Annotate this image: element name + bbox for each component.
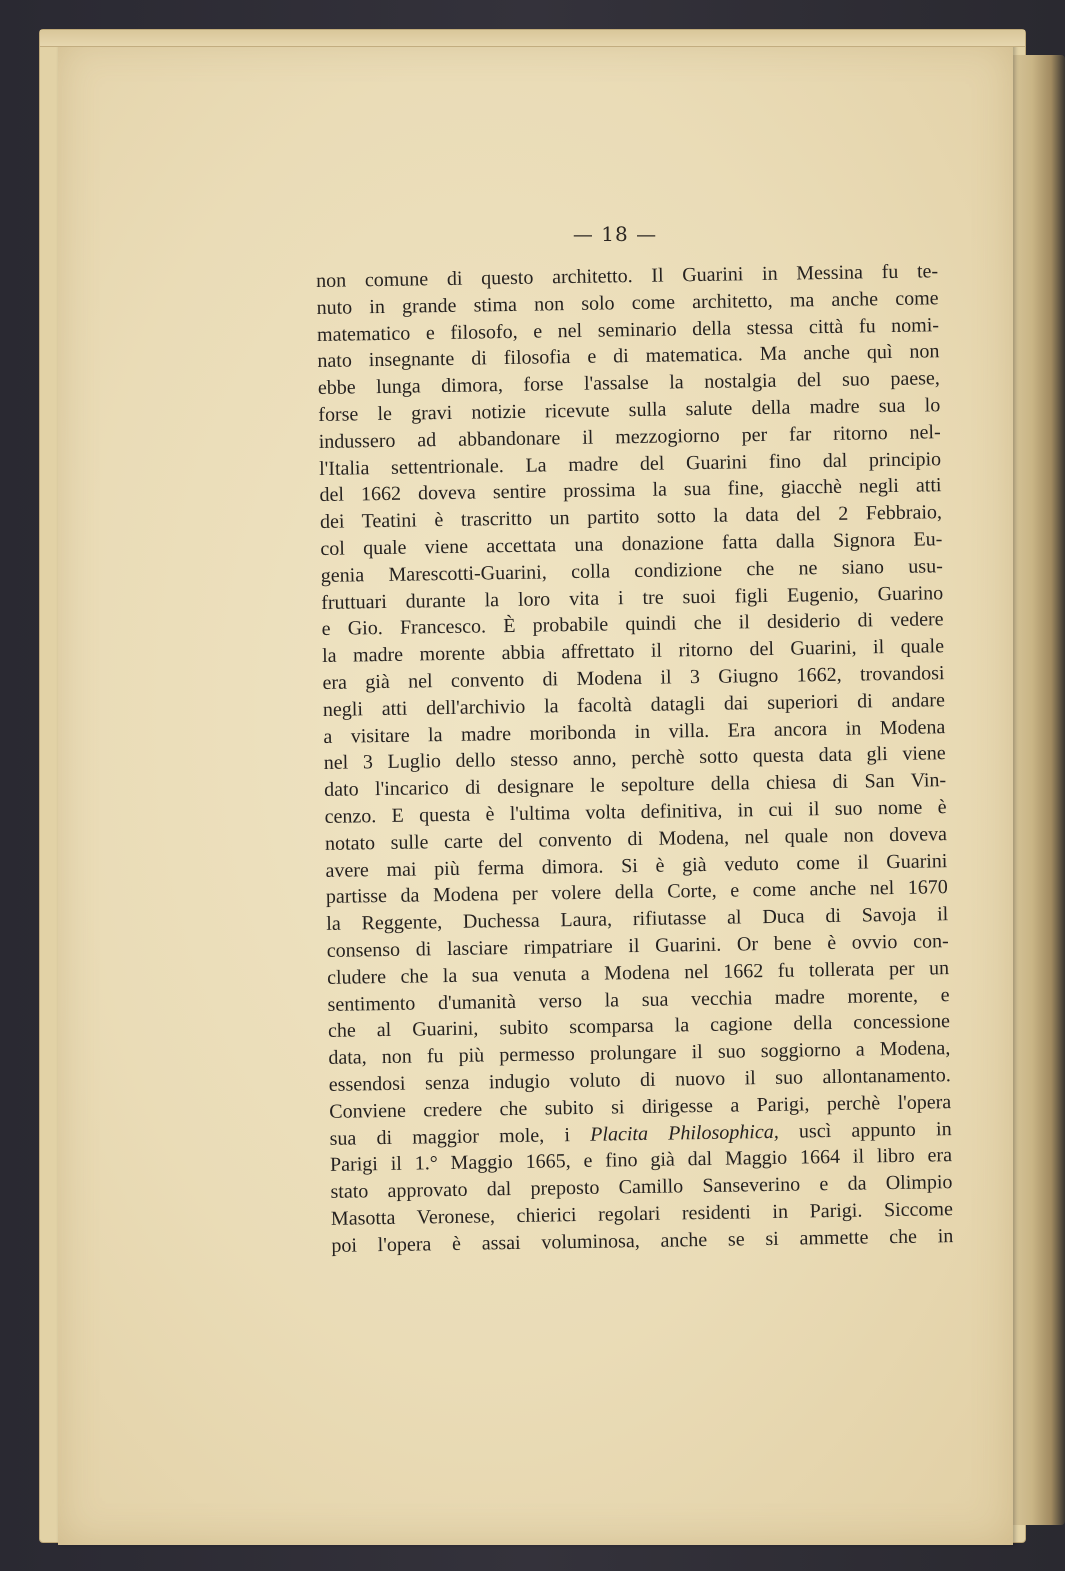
text-line: del 1662 doveva sentire prossima la sua fine, giacchè negli atti (319, 474, 942, 507)
text-line: negli atti dell'archivio la facoltà datagli dai superiori di andare (322, 688, 946, 721)
text-line: poi l'opera è assai voluminosa, anche se si ammette che in (331, 1224, 954, 1257)
text-line: era già nel convento di Modena il 3 Giugno 1662, trovandosi (322, 662, 945, 694)
text-line: non comune di questo architetto. Il Guarini in Messina fu te- (316, 260, 939, 292)
text-segment: uscì appunto in (778, 1117, 952, 1143)
text-line: genia Marescotti-Guarini, colla condizione che ne siano usu- (320, 554, 943, 587)
text-line: dato l'incarico di designare le sepolture della chiesa di San Vin- (324, 769, 947, 802)
text-line: avere mai più ferma dimora. Si è già veduto come il Guarini (325, 849, 948, 882)
text-line: stato approvato dal preposto Camillo Sanseverino e da Olimpio (330, 1171, 953, 1203)
text-line: partisse da Modena per volere della Corte, e come anche nel 1670 (325, 876, 948, 909)
text-line: cenzo. E questa è l'ultima volta definitiva, in cui il suo nome è (324, 796, 947, 828)
text-line: nel 3 Luglio dello stesso anno, perchè sotto questa data gli viene (323, 742, 946, 775)
text-line: l'Italia settentrionale. La madre del Guarini fino dal principio (318, 447, 942, 480)
text-line: essendosi senza indugio voluto di nuovo il suo allontanamento. (328, 1064, 951, 1096)
book-page-edge (1010, 55, 1065, 1525)
text-line: Parigi il 1.° Maggio 1665, e fino già dal Maggio 1664 il libro era (329, 1144, 953, 1177)
text-line: indussero ad abbandonare il mezzogiorno per far ritorno nel- (318, 420, 941, 453)
text-line: nuto in grande stima non solo come architetto, ma anche come (316, 287, 939, 319)
text-line: Conviene credere che subito si dirigesse a Parigi, perchè l'opera (329, 1090, 952, 1123)
page-top-fold (40, 30, 1025, 47)
text-line: a visitare la madre moribonda in villa. Era ancora in Modena (323, 715, 946, 748)
text-line: che al Guarini, subito scomparsa la cagione della concessione (327, 1010, 951, 1043)
text-line: col quale viene accettata una donazione fatta dalla Signora Eu- (320, 528, 943, 560)
text-line: consenso di lasciare rimpatriare il Guarini. Or bene è ovvio con- (326, 930, 949, 962)
text-line: notato sulle carte del convento di Modena, nel quale non doveva (324, 822, 948, 855)
text-segment: sua di maggior mole, i (329, 1123, 591, 1150)
text-line: data, non fu più permesso prolungare il suo soggiorno a Modena, (328, 1037, 951, 1070)
text-line: dei Teatini è trascritto un partito sotto la data del 2 Febbraio, (319, 501, 943, 534)
text-line: fruttuari durante la loro vita i tre suoi figli Eugenio, Guarino (321, 581, 944, 614)
text-line: ebbe lunga dimora, forse l'assalse la nostalgia del suo paese, (317, 367, 940, 400)
text-line: cludere che la sua venuta a Modena nel 1662 fu tollerata per un (326, 956, 950, 989)
body-text (316, 258, 953, 1259)
text-line: sentimento d'umanità verso la sua vecchia madre morente, e (327, 983, 950, 1016)
page-number: — 18 — (572, 222, 658, 246)
text-line: la madre morente abbia affrettato il ritorno del Guarini, il quale (321, 635, 945, 668)
text-line: matematico e filosofo, e nel seminario della stessa città fu nomi- (316, 313, 940, 346)
text-line: Masotta Veronese, chierici regolari residenti in Parigi. Siccome (330, 1198, 954, 1230)
text-line: forse le gravi notizie ricevute sulla salute della madre sua lo (318, 394, 941, 426)
book-title-italic: Placita Philosophica, (590, 1120, 779, 1146)
text-line: e Gio. Francesco. È probabile quindi che il desiderio di vedere (321, 608, 944, 641)
text-line: la Reggente, Duchessa Laura, rifiutasse al Duca di Savoja il (326, 903, 949, 936)
text-line: nato insegnante di filosofia e di matematica. Ma anche quì non (317, 340, 940, 373)
